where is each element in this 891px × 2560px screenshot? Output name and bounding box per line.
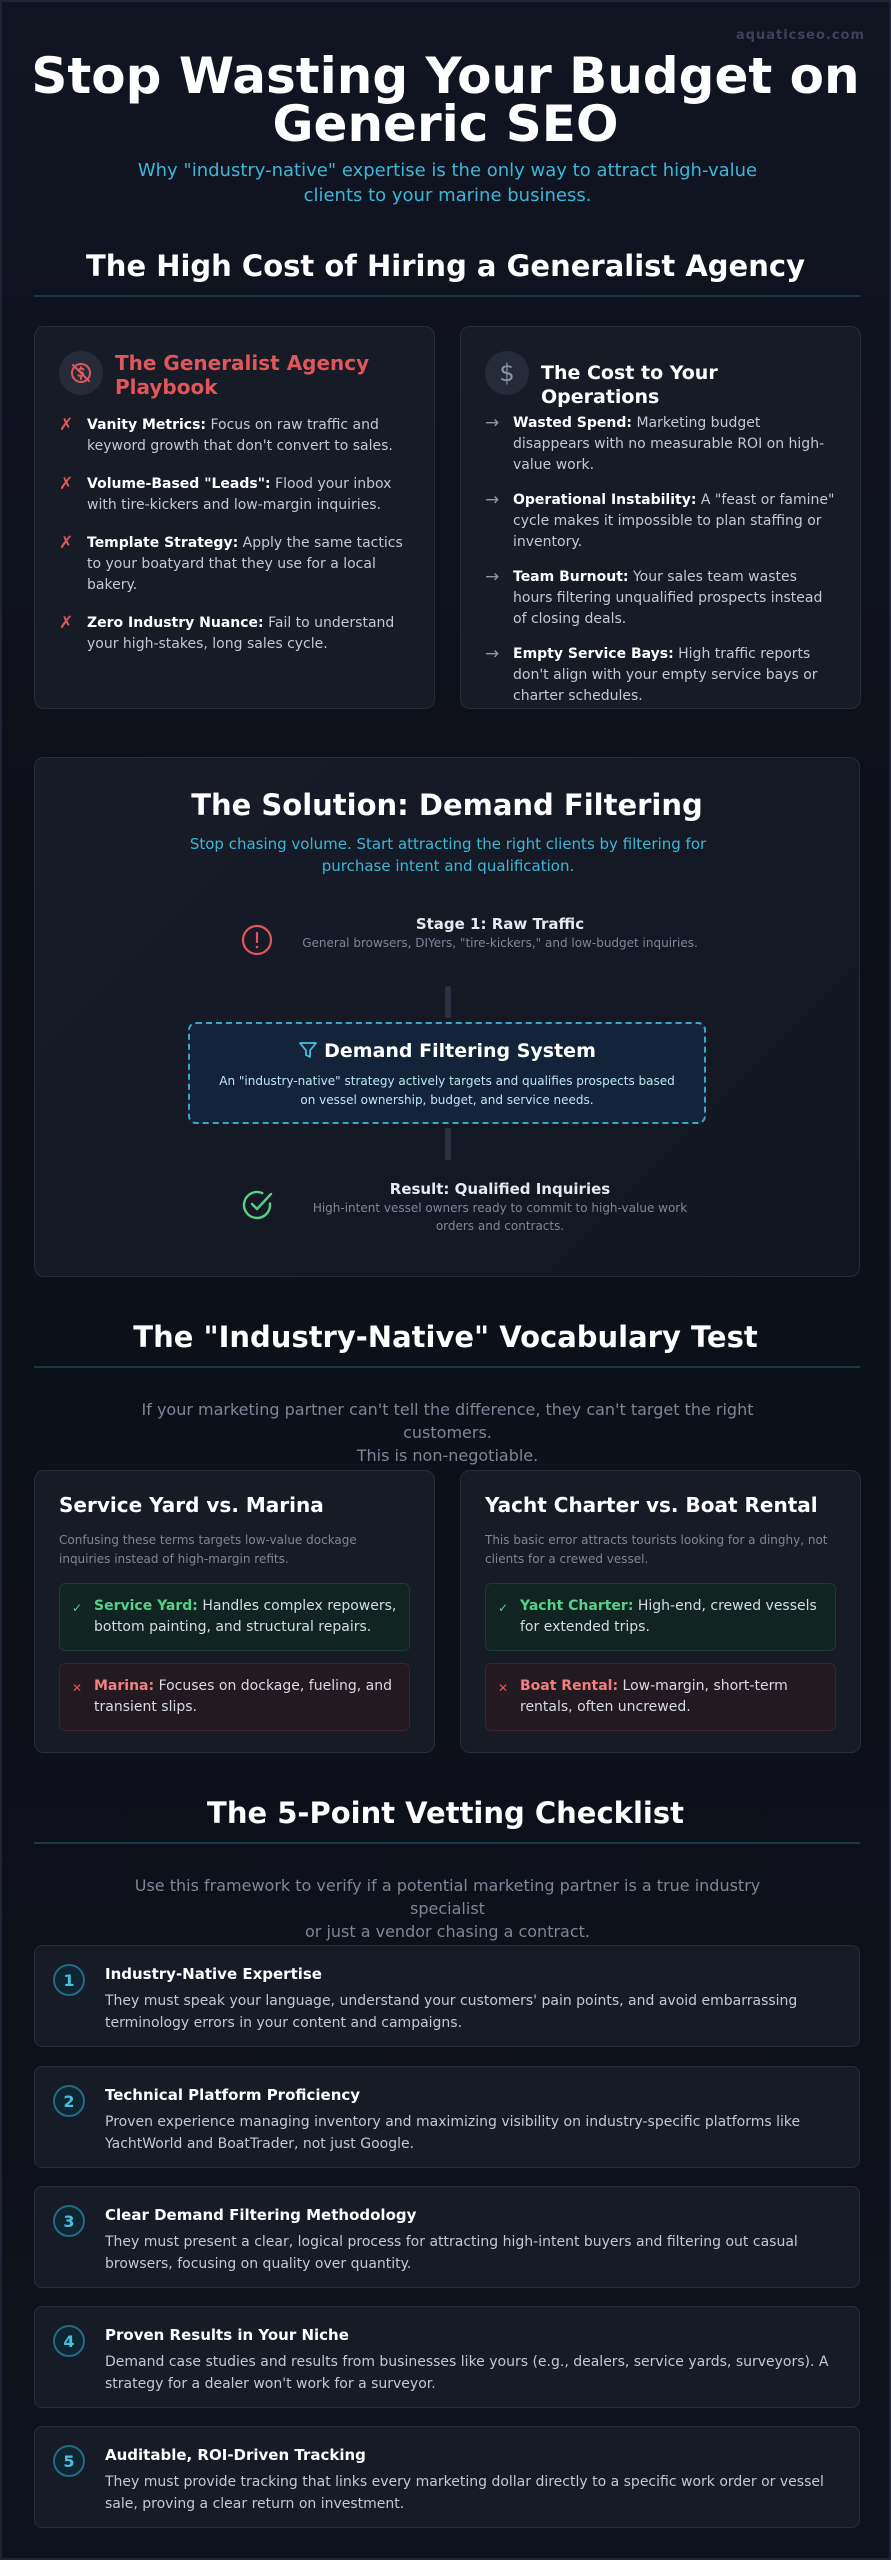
cross-mark-icon: ✗: [59, 415, 74, 435]
filter-text: An "industry-native" strategy actively targets and qualifies prospects based on vessel ownership, budget, and service needs.: [219, 1074, 675, 1107]
cross-icon: ✕: [72, 1681, 83, 1695]
solution-subtitle: Stop chasing volume. Start attracting the right clients by filtering for purchase intent and qualification.: [189, 835, 707, 875]
operations-item-text: Your sales team wastes hours filtering unqualified prospects instead of closing deals.: [513, 569, 823, 627]
cost-section-divider: [34, 295, 860, 297]
checklist-item: [34, 2186, 860, 2288]
result-title: Result: Qualified Inquiries: [389, 1180, 611, 1198]
checklist-item: [34, 1945, 860, 2047]
wrong-term-text: Low-margin, short-term rentals, often uncrewed.: [520, 1678, 788, 1715]
arrow-right-icon: →: [485, 490, 500, 510]
operations-item-text: High traffic reports don't align with your empty service bays or charter schedules.: [513, 646, 818, 704]
checklist-item: [34, 2306, 860, 2408]
playbook-item: [59, 474, 410, 516]
vocab-section-title: The "Industry-Native" Vocabulary Test: [133, 1320, 758, 1354]
correct-term-box: [59, 1583, 410, 1651]
wrong-term-label: Boat Rental:: [520, 1678, 619, 1694]
checklist-item-text: They must present a clear, logical process for attracting high-intent buyers and filtering out casual browsers, focusing on quality over quantity.: [105, 2234, 798, 2272]
checklist-item-text: Proven experience managing inventory and maximizing visibility on industry-specific platforms like YachtWorld and BoatTrader, not just Google.: [105, 2114, 801, 2152]
playbook-item-text: Fail to understand your high-stakes, long sales cycle.: [87, 615, 395, 652]
correct-term-text: Handles complex repowers, bottom painting, and structural repairs.: [94, 1598, 397, 1635]
dollar-icon: $: [485, 351, 529, 395]
stage1-title: Stage 1: Raw Traffic: [415, 915, 585, 933]
checklist-item-text: They must provide tracking that links every marketing dollar directly to a specific work order or vessel sale, proving a clear return on investment.: [105, 2474, 824, 2512]
correct-term-label: Yacht Charter:: [520, 1598, 634, 1614]
step-number-badge: 1: [53, 1964, 85, 1996]
operations-list: [485, 413, 836, 707]
result-text: High-intent vessel owners ready to commit to high-value work orders and contracts.: [312, 1201, 688, 1233]
operations-item: [485, 490, 836, 553]
operations-item-label: Operational Instability:: [513, 492, 697, 508]
solution-title: The Solution: Demand Filtering: [191, 788, 703, 822]
filter-title: Demand Filtering System: [324, 1040, 596, 1062]
hero-title: [2, 47, 889, 153]
checklist-section-divider: [34, 1842, 860, 1844]
operations-heading: The Cost to Your Operations: [541, 362, 718, 408]
playbook-item-label: Vanity Metrics:: [87, 417, 207, 433]
playbook-heading: The Generalist Agency Playbook: [115, 351, 370, 399]
operations-item: [485, 413, 836, 476]
checklist-item-title: Clear Demand Filtering Methodology: [105, 2206, 417, 2224]
hero-title-line1: Stop Wasting Your Budget on: [31, 47, 860, 105]
checklist-item-title: Auditable, ROI-Driven Tracking: [105, 2446, 366, 2464]
cost-section-title: The High Cost of Hiring a Generalist Agency: [86, 249, 805, 283]
check-icon: ✓: [72, 1601, 83, 1615]
flow-connector: [445, 1128, 451, 1160]
playbook-item: [59, 613, 410, 655]
checklist-intro: [102, 1874, 793, 1943]
cross-icon: ✕: [498, 1681, 509, 1695]
playbook-list: [59, 415, 410, 655]
vocab-intro-line2: This is non-negotiable.: [356, 1446, 539, 1465]
hero-subtitle: Why "industry-native" expertise is the only way to attract high-value clients to your marine business.: [137, 160, 758, 206]
arrow-right-icon: →: [485, 413, 500, 433]
operations-item-text: Marketing budget disappears with no measurable ROI on high-value work.: [513, 415, 825, 473]
operations-item: [485, 644, 836, 707]
checklist-item: [34, 2066, 860, 2168]
step-number-badge: 2: [53, 2085, 85, 2117]
checklist-intro-line2: or just a vendor chasing a contract.: [304, 1922, 591, 1941]
playbook-item-label: Template Strategy:: [87, 535, 239, 551]
checklist-item-title: Industry-Native Expertise: [105, 1965, 322, 1983]
check-icon: ✓: [498, 1601, 509, 1615]
operations-item-label: Team Burnout:: [513, 569, 629, 585]
check-circle-icon: [240, 1188, 274, 1226]
cross-mark-icon: ✗: [59, 613, 74, 633]
correct-term-box: [485, 1583, 836, 1651]
checklist-intro-line1: Use this framework to verify if a potential marketing partner is a true industry specialist: [134, 1876, 761, 1918]
correct-term-label: Service Yard:: [94, 1598, 198, 1614]
playbook-item: [59, 415, 410, 457]
checklist-item: [34, 2426, 860, 2528]
vocab-card-desc: Confusing these terms targets low-value dockage inquiries instead of high-margin refits.: [59, 1533, 357, 1566]
cross-mark-icon: ✗: [59, 474, 74, 494]
checklist-item-text: Demand case studies and results from businesses like yours (e.g., dealers, service yards, surveyors). A strategy for a dealer won't work for a surveyor.: [105, 2354, 829, 2392]
arrow-right-icon: →: [485, 567, 500, 587]
operations-cost-card: [460, 326, 861, 709]
vocab-intro-line1: If your marketing partner can't tell the difference, they can't target the right customers.: [141, 1400, 754, 1442]
generalist-playbook-card: [34, 326, 435, 709]
operations-item-label: Empty Service Bays:: [513, 646, 674, 662]
demand-filter-box: [188, 1022, 706, 1124]
wrong-term-box: [59, 1663, 410, 1731]
broken-dollar-icon: [59, 351, 103, 395]
vocab-card-heading: Service Yard vs. Marina: [59, 1493, 324, 1517]
vocab-intro: [102, 1398, 793, 1467]
checklist-section-title: The 5-Point Vetting Checklist: [207, 1796, 684, 1830]
playbook-item-text: Focus on raw traffic and keyword growth that don't convert to sales.: [87, 417, 393, 454]
vocab-section-divider: [34, 1366, 860, 1368]
operations-item-label: Wasted Spend:: [513, 415, 632, 431]
flow-connector: [445, 986, 451, 1018]
step-number-badge: 5: [53, 2445, 85, 2477]
arrow-right-icon: →: [485, 644, 500, 664]
step-number-badge: 4: [53, 2325, 85, 2357]
filter-heading: [190, 1040, 704, 1062]
playbook-item-label: Zero Industry Nuance:: [87, 615, 264, 631]
vocab-card-desc: This basic error attracts tourists looking for a dinghy, not clients for a crewed vessel.: [485, 1533, 828, 1566]
hero-title-line2: Generic SEO: [272, 95, 619, 153]
stage1-text: General browsers, DIYers, "tire-kickers," and low-budget inquiries.: [302, 936, 698, 950]
wrong-term-text: Focuses on dockage, fueling, and transient slips.: [94, 1678, 392, 1715]
checklist-item-title: Technical Platform Proficiency: [105, 2086, 361, 2104]
cross-mark-icon: ✗: [59, 533, 74, 553]
operations-item-text: A "feast or famine" cycle makes it impossible to plan staffing or inventory.: [513, 492, 835, 550]
step-number-badge: 3: [53, 2205, 85, 2237]
site-watermark: aquaticseo.com: [735, 28, 865, 43]
playbook-item-text: Apply the same tactics to your boatyard that they use for a local bakery.: [87, 535, 403, 593]
funnel-icon: [298, 1040, 318, 1060]
solution-card: [34, 757, 860, 1277]
vocab-card: [34, 1470, 435, 1753]
wrong-term-label: Marina:: [94, 1678, 155, 1694]
playbook-item: [59, 533, 410, 596]
wrong-term-box: [485, 1663, 836, 1731]
playbook-item-label: Volume-Based "Leads":: [87, 476, 271, 492]
correct-term-text: High-end, crewed vessels for extended trips.: [520, 1598, 817, 1635]
checklist-item-text: They must speak your language, understand your customers' pain points, and avoid embarrassing terminology errors in your content and campaigns.: [105, 1993, 798, 2031]
operations-item: [485, 567, 836, 630]
vocab-card-heading: Yacht Charter vs. Boat Rental: [485, 1493, 818, 1517]
alert-circle-icon: [240, 923, 274, 961]
vocab-card: [460, 1470, 861, 1753]
playbook-item-text: Flood your inbox with tire-kickers and low-margin inquiries.: [87, 476, 392, 513]
checklist-item-title: Proven Results in Your Niche: [105, 2326, 349, 2344]
